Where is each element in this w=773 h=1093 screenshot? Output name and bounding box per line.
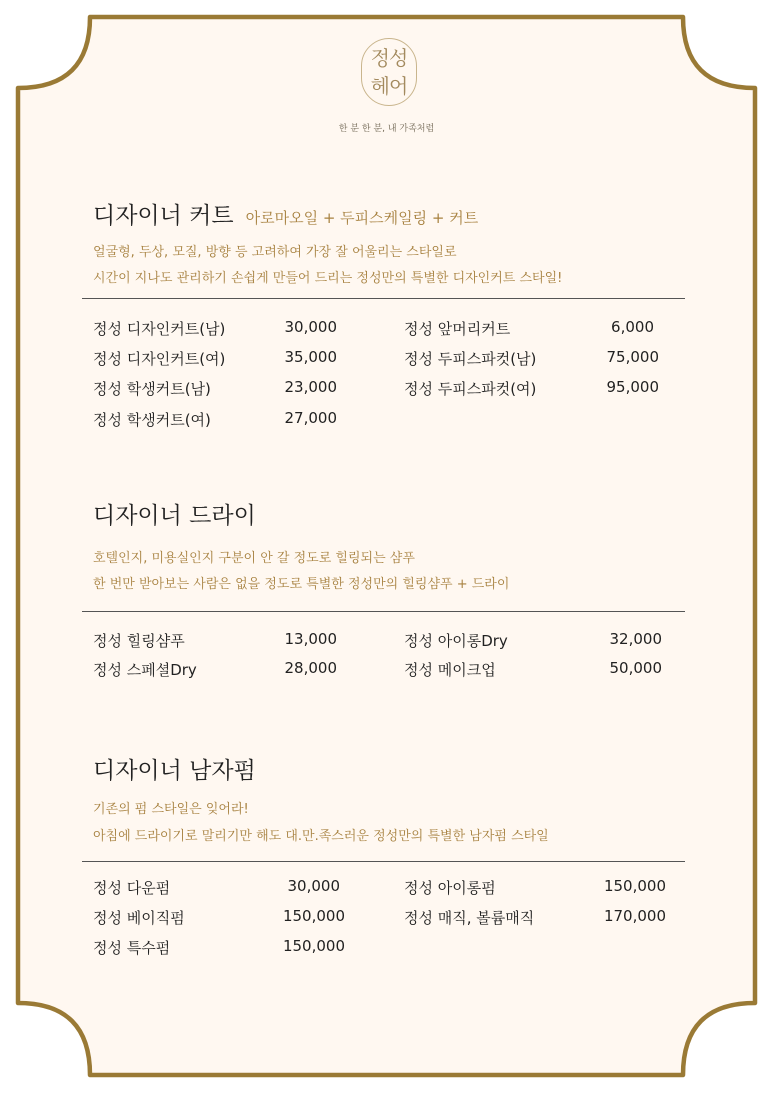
menu-item-name: 정성 두피스파컷(여) [404,380,537,398]
menu-item-price: 23,000 [284,378,337,396]
menu-item-price: 95,000 [606,378,659,396]
section-desc-line: 아침에 드라이기로 말리기만 해도 대.만.족스러운 정성만의 특별한 남자펌 스타일 [93,829,549,844]
section-desc-line: 얼굴형, 두상, 모질, 방향 등 고려하여 가장 잘 어울리는 스타일로 [93,245,457,260]
section-subtitle: 아로마오일 + 두피스케일링 + 커트 [245,209,479,227]
brand-tagline: 한 분 한 분, 내 가족처럼 [338,124,435,134]
menu-item-price: 75,000 [606,348,659,366]
menu-item-name: 정성 힐링샴푸 [93,632,185,650]
menu-item-price: 13,000 [284,630,337,648]
menu-item-price: 27,000 [284,409,337,427]
menu-item-name: 정성 학생커트(여) [93,411,211,429]
menu-item-name: 정성 디자인커트(여) [93,350,226,368]
menu-item-price: 35,000 [284,348,337,366]
menu-item-name: 정성 학생커트(남) [93,380,211,398]
menu-item-price: 30,000 [287,877,340,895]
section-desc-line: 기존의 펌 스타일은 잊어라! [93,802,249,817]
logo-line2: 헤어 [370,74,408,98]
menu-item-name: 정성 아이롱Dry [404,632,508,650]
menu-item-price: 150,000 [603,877,666,895]
section-title-text: 디자이너 남자펌 [93,758,256,784]
divider [82,611,685,612]
section-title [93,497,256,530]
section-desc-line: 호텔인지, 미용실인지 구분이 안 갈 정도로 힐링되는 샴푸 [93,551,415,566]
section-title [93,752,256,785]
section-title-text: 디자이너 커트 [93,203,234,229]
menu-item-name: 정성 다운펌 [93,879,171,897]
menu-item-price: 6,000 [611,318,654,336]
section-desc-line: 한 번만 받아보는 사람은 없을 정도로 특별한 정성만의 힐링샴푸 + 드라이 [93,577,510,592]
menu-item-name: 정성 스페셜Dry [93,661,197,679]
menu-item-name: 정성 아이롱펌 [404,879,496,897]
menu-item-name: 정성 특수펌 [93,939,171,957]
menu-item-price: 150,000 [282,937,345,955]
section-title [93,197,478,230]
menu-item-name: 정성 두피스파컷(남) [404,350,537,368]
menu-item-name: 정성 디자인커트(남) [93,320,226,338]
section-title-text: 디자이너 드라이 [93,503,256,529]
brand-logo [359,36,419,108]
divider [82,298,685,299]
logo-line1: 정성 [370,46,408,70]
menu-item-price: 170,000 [603,907,666,925]
menu-item-name: 정성 앞머리커트 [404,320,511,338]
section-desc-line: 시간이 지나도 관리하기 손쉽게 만들어 드리는 정성만의 특별한 디자인커트 스타일! [93,271,563,286]
divider [82,861,685,862]
menu-item-price: 50,000 [609,659,662,677]
menu-item-name: 정성 매직, 볼륨매직 [404,909,535,927]
menu-item-name: 정성 베이직펌 [93,909,185,927]
menu-item-price: 32,000 [609,630,662,648]
menu-item-price: 30,000 [284,318,337,336]
menu-item-price: 28,000 [284,659,337,677]
menu-item-name: 정성 메이크업 [404,661,496,679]
menu-item-price: 150,000 [282,907,345,925]
